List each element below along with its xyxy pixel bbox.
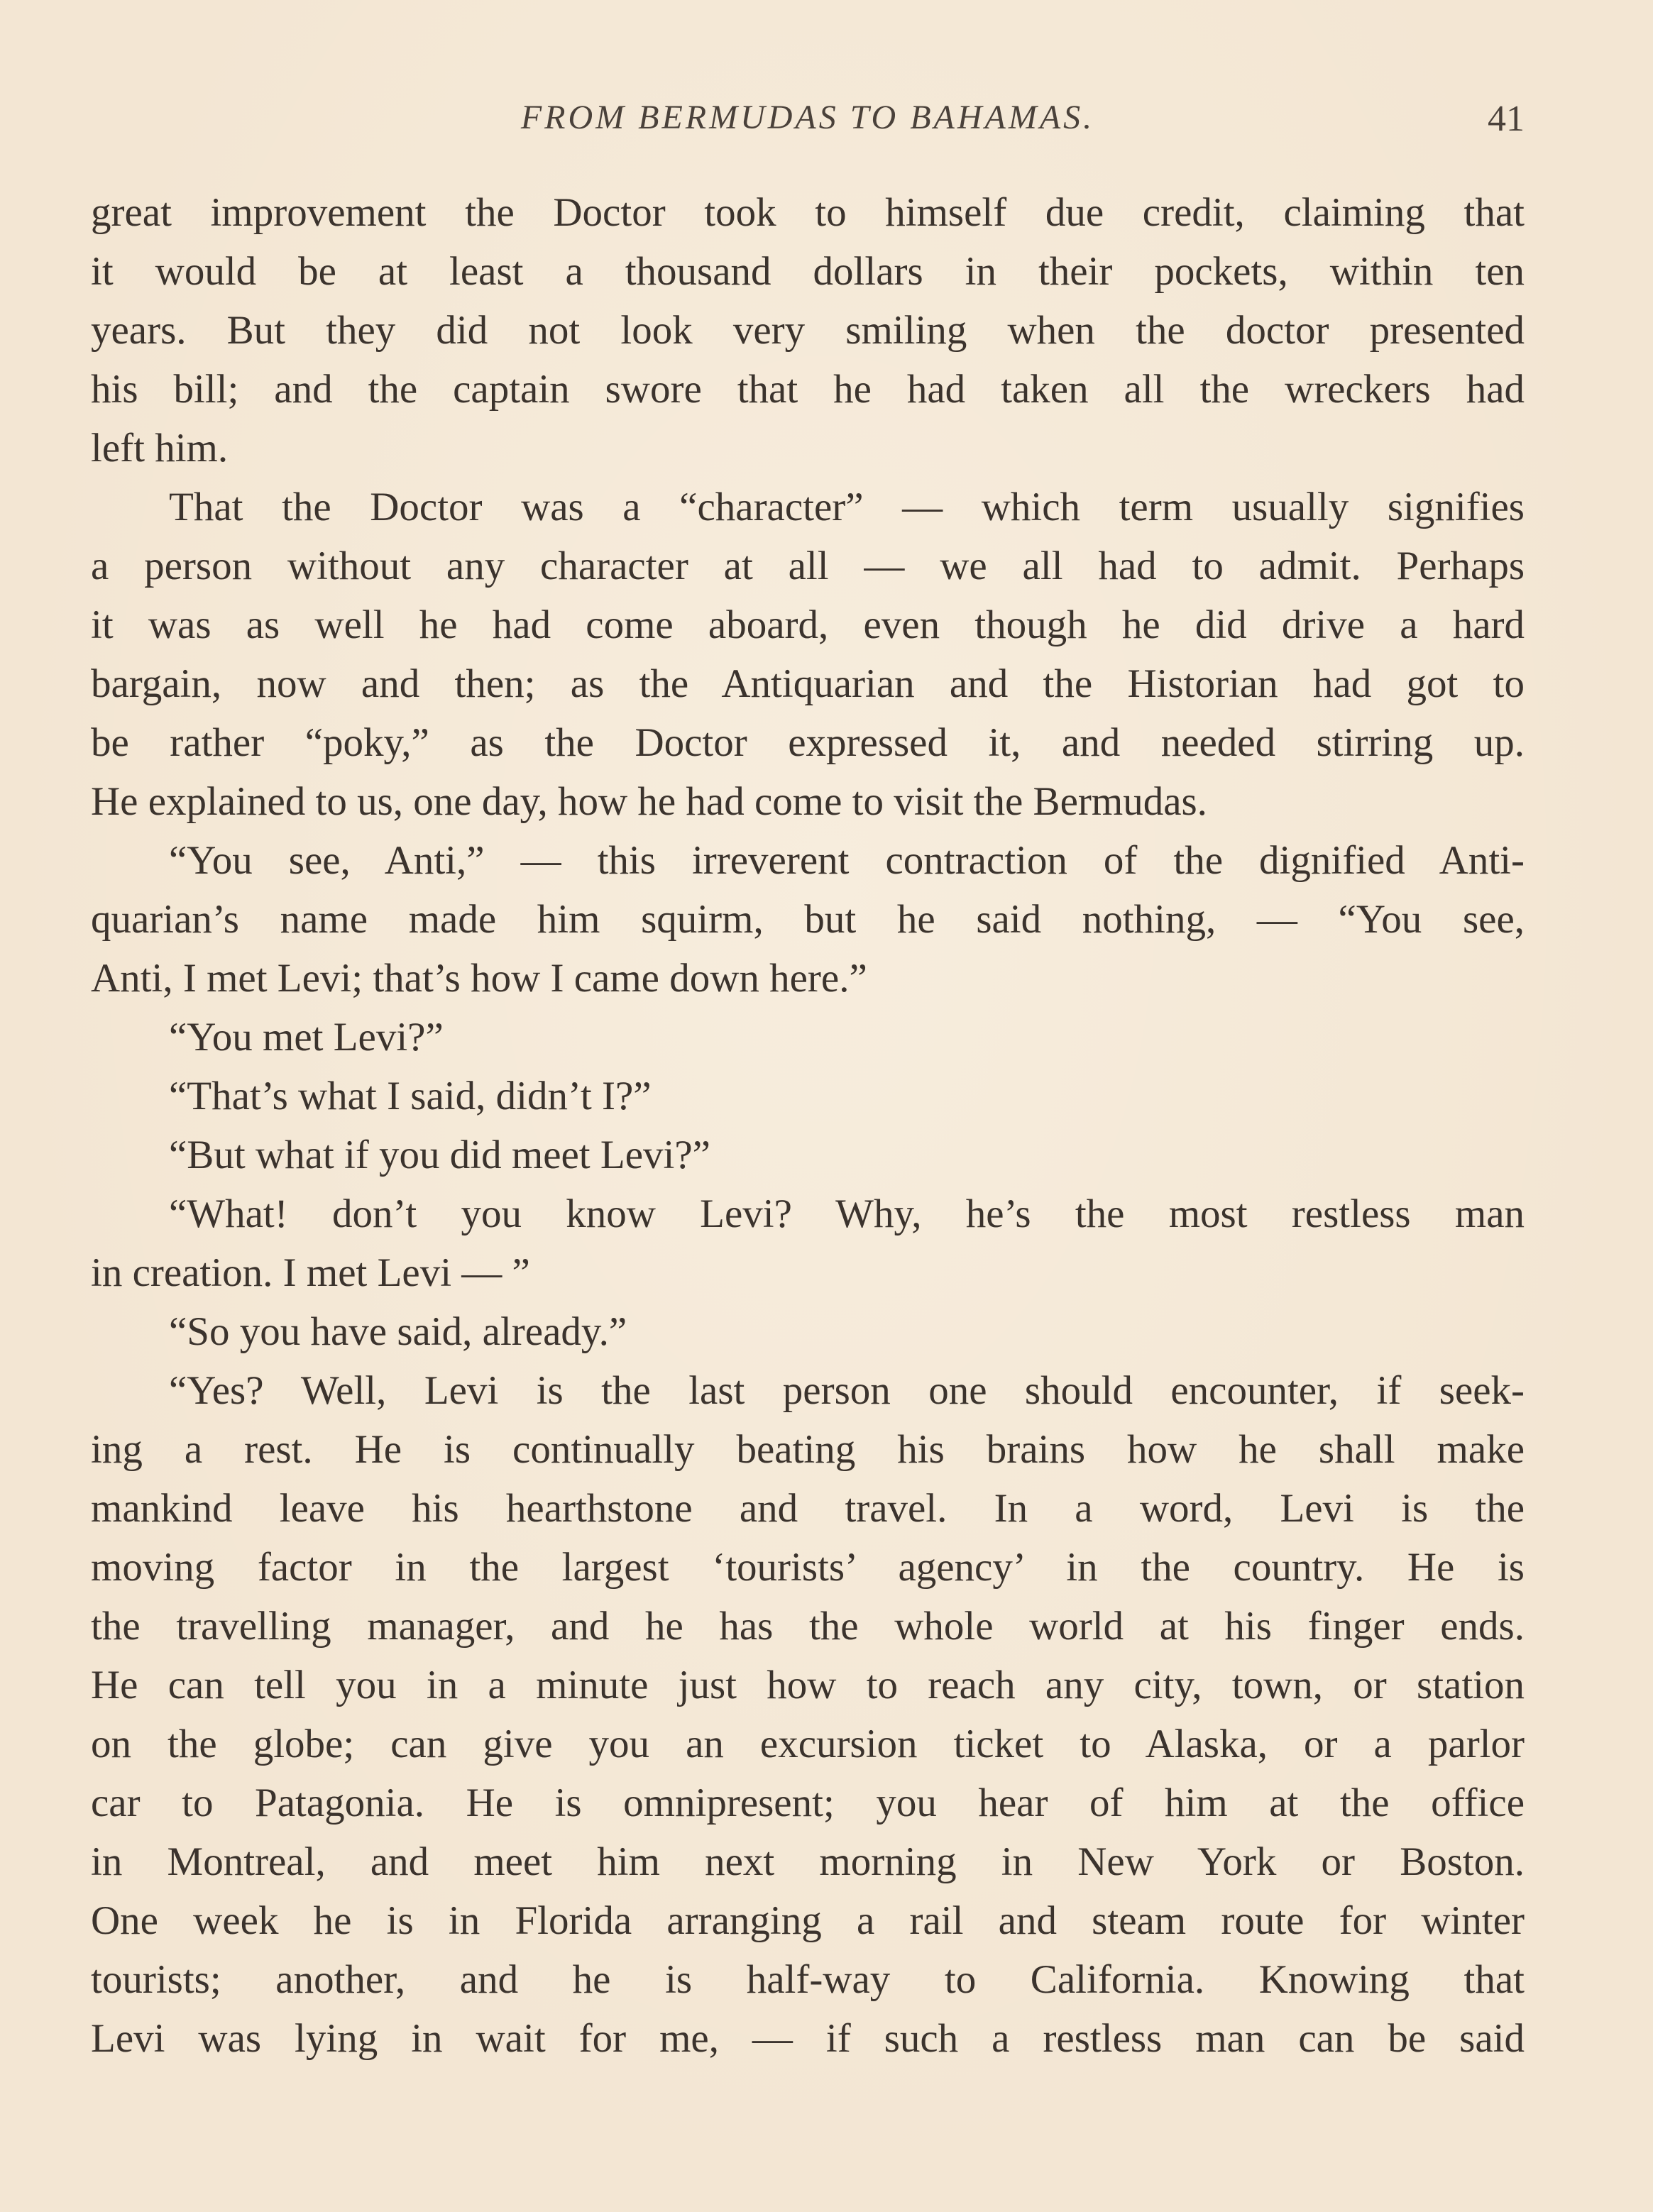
text-line: in creation. I met Levi — ” <box>91 1250 530 1295</box>
text-line: He explained to us, one day, how he had come to visit the Bermudas. <box>91 779 1207 824</box>
text-line: moving factor in the largest ‘tourists’ agency’ in the country. He is <box>91 1545 1525 1590</box>
text-line: great improvement the Doctor took to himself due credit, claiming that <box>91 190 1525 235</box>
text-line: “Yes? Well, Levi is the last person one should encounter, if seek- <box>169 1368 1525 1413</box>
text-line: “But what if you did meet Levi?” <box>169 1133 710 1177</box>
text-line: bargain, now and then; as the Antiquarian and the Historian had got to <box>91 661 1525 706</box>
body-text <box>91 183 1525 2068</box>
text-line: “You met Levi?” <box>169 1015 444 1060</box>
text-line: mankind leave his hearthstone and travel. In a word, Levi is the <box>91 1486 1525 1531</box>
text-line: quarian’s name made him squirm, but he said nothing, — “You see, <box>91 897 1525 942</box>
text-line: “That’s what I said, didn’t I?” <box>169 1074 652 1118</box>
text-line: Levi was lying in wait for me, — if such a restless man can be said <box>91 2016 1525 2061</box>
running-head <box>91 98 1525 148</box>
text-line: the travelling manager, and he has the whole world at his finger ends. <box>91 1604 1525 1649</box>
text-line: “So you have said, already.” <box>169 1309 627 1354</box>
text-line: a person without any character at all — we all had to admit. Perhaps <box>91 544 1525 588</box>
text-line: tourists; another, and he is half-way to California. Knowing that <box>91 1957 1525 2002</box>
text-line: his bill; and the captain swore that he had taken all the wreckers had <box>91 367 1525 412</box>
text-line: One week he is in Florida arranging a rail and steam route for winter <box>91 1898 1525 1943</box>
text-line: ing a rest. He is continually beating his brains how he shall make <box>91 1427 1525 1472</box>
text-line: car to Patagonia. He is omnipresent; you hear of him at the office <box>91 1781 1525 1825</box>
text-line: it would be at least a thousand dollars in their pockets, within ten <box>91 249 1525 294</box>
running-title: FROM BERMUDAS TO BAHAMAS. <box>520 99 1095 136</box>
text-line: He can tell you in a minute just how to reach any city, town, or station <box>91 1663 1525 1707</box>
text-line: “What! don’t you know Levi? Why, he’s the most restless man <box>169 1192 1525 1236</box>
text-line: be rather “poky,” as the Doctor expressed it, and needed stirring up. <box>91 720 1525 765</box>
text-line: years. But they did not look very smiling when the doctor presented <box>91 308 1525 353</box>
text-line: Anti, I met Levi; that’s how I came down here.” <box>91 956 867 1001</box>
text-line: on the globe; can give you an excursion ticket to Alaska, or a parlor <box>91 1722 1525 1766</box>
page-number: 41 <box>1488 99 1525 139</box>
text-line: in Montreal, and meet him next morning in New York or Boston. <box>91 1839 1525 1884</box>
text-line: left him. <box>91 426 229 471</box>
text-line: “You see, Anti,” — this irreverent contraction of the dignified Anti- <box>169 838 1525 883</box>
text-line: it was as well he had come aboard, even though he did drive a hard <box>91 602 1525 647</box>
text-line: That the Doctor was a “character” — which term usually signifies <box>169 485 1525 529</box>
